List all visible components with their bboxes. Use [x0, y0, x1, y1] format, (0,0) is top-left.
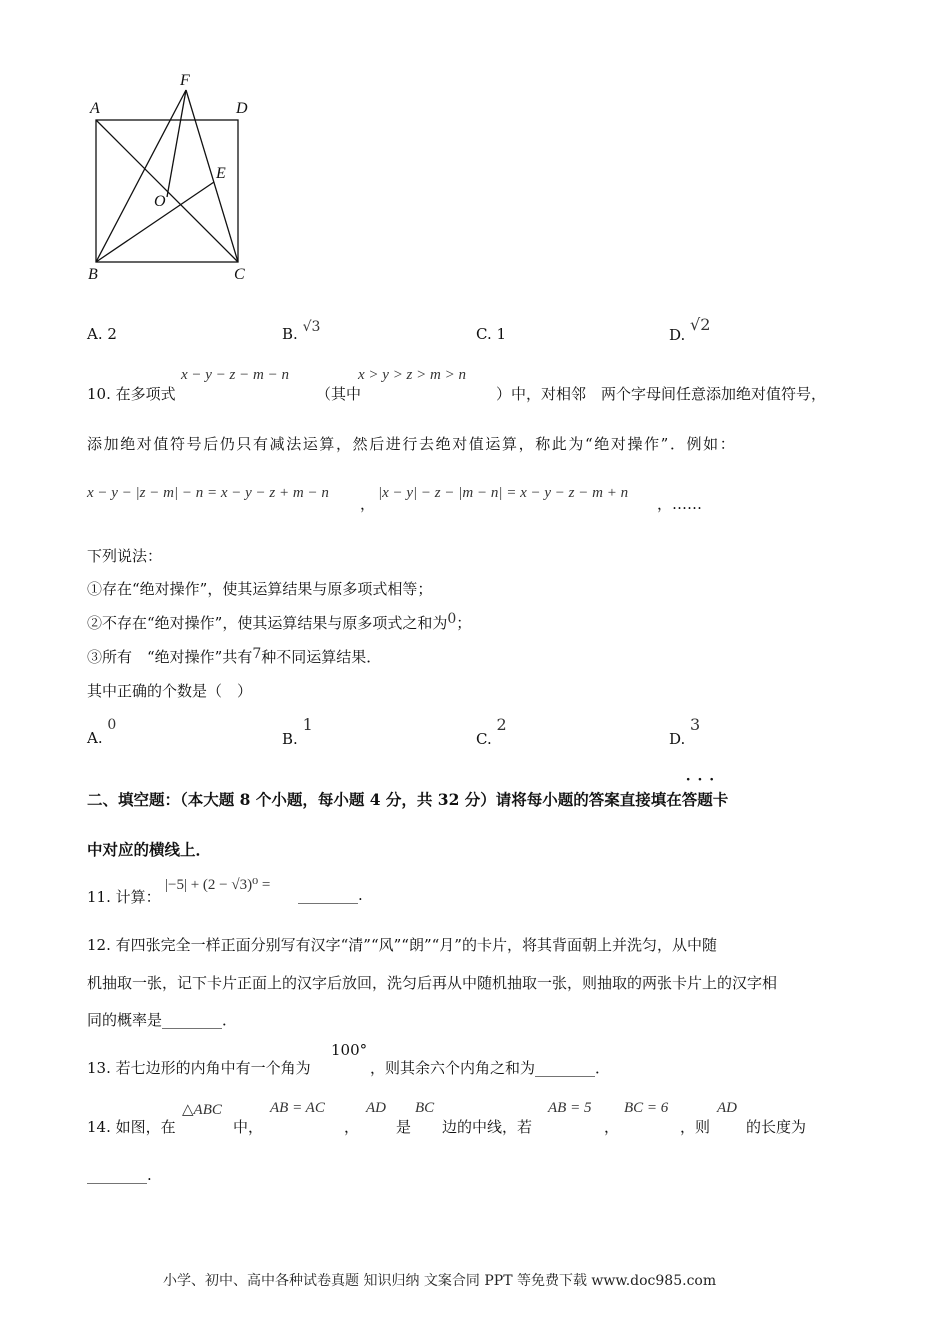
- q10-option-c[interactable]: [476, 715, 507, 748]
- q14-text-d: 是: [396, 1118, 412, 1136]
- q14-text-f: ，: [604, 1118, 620, 1136]
- q14-text-e: 边的中线，若: [442, 1118, 533, 1136]
- label-o: O: [154, 193, 166, 210]
- label-f: F: [180, 72, 190, 89]
- q10-tail: ）中，对相邻 两个字母间任意添加绝对值符号，: [496, 385, 827, 403]
- q10-option-d-label: D.: [669, 730, 686, 748]
- section-2-title: [87, 788, 728, 810]
- q10-option-d[interactable]: [669, 715, 701, 748]
- q10-option-b[interactable]: [282, 715, 313, 748]
- page-footer[interactable]: 小学、初中、高中各种试卷真题 知识归纳 文案合同 PPT 等免费下载 www.doc985.com: [163, 1273, 717, 1289]
- q10-condition: x > y > z > m > n: [358, 367, 466, 383]
- q9-option-c[interactable]: C. 1: [476, 325, 507, 343]
- q14-text-a: 14. 如图，在: [87, 1118, 176, 1136]
- q10-s3-text: ③所有 “绝对操作”共有: [87, 648, 253, 666]
- q10-option-c-label: C.: [476, 730, 492, 748]
- section-2-dotted-word: · · · 答题卡: [682, 788, 729, 810]
- q13-value: 100°: [331, 1041, 368, 1059]
- q10-s2-value: 0: [447, 611, 457, 627]
- q14-text-c: ，: [344, 1118, 360, 1136]
- q14-text-g: ，则: [680, 1118, 711, 1136]
- q10-intro: 下列说法：: [87, 547, 163, 565]
- q9-option-b[interactable]: [282, 319, 321, 343]
- q14-blank: ________.: [87, 1166, 152, 1184]
- q10-polynomial: x − y − z − m − n: [181, 367, 289, 383]
- q10-option-a[interactable]: [87, 717, 117, 747]
- q10-s3-end: 种不同运算结果．: [261, 648, 382, 666]
- q11-expression: |−5| + (2 − √3)⁰ =: [165, 877, 271, 893]
- q9-option-d[interactable]: [669, 315, 711, 344]
- geometry-figure: [80, 65, 270, 285]
- label-a: A: [90, 100, 100, 117]
- q10-s3-value: 7: [252, 646, 262, 662]
- section-2-title-line2: 中对应的横线上．: [87, 840, 212, 859]
- label-c: C: [234, 266, 245, 283]
- q10-paren-open: （其中: [316, 385, 362, 403]
- q9-option-d-value: √2: [690, 315, 711, 334]
- q14-bc-6: BC = 6: [624, 1100, 669, 1116]
- q10-option-d-value: 3: [690, 715, 701, 734]
- q10-sep: ，: [360, 495, 376, 513]
- q12-line3: 同的概率是________．: [87, 1011, 238, 1029]
- q10-line2: 添加绝对值符号后仍只有减法运算，然后进行去绝对值运算，称此为“绝对操作”．例如：: [87, 435, 737, 453]
- label-d: D: [236, 100, 248, 117]
- q11-text: 11. 计算：: [87, 888, 161, 906]
- q10-ask: 其中正确的个数是（ ）: [87, 682, 253, 700]
- q9-option-b-label: B.: [282, 325, 298, 343]
- q10-option-b-value: 1: [302, 715, 313, 734]
- q10-statement-2: [87, 612, 471, 633]
- q10-number: 10. 在多项式: [87, 385, 176, 403]
- label-b: B: [88, 266, 98, 283]
- q9-option-b-value: √3: [302, 319, 321, 335]
- q14-text-h: 的长度为: [746, 1118, 807, 1136]
- q10-option-b-label: B.: [282, 730, 298, 748]
- q10-option-a-label: A.: [87, 729, 103, 747]
- q14-ab-5: AB = 5: [548, 1100, 592, 1116]
- q10-s2-text: ②不存在“绝对操作”，使其运算结果与原多项式之和为: [87, 614, 448, 632]
- q12-line2: 机抽取一张，记下卡片正面上的汉字后放回，洗匀后再从中随机抽取一张，则抽取的两张卡片上的汉字相: [87, 974, 778, 992]
- q10-line1: [87, 383, 176, 404]
- q10-s2-end: ；: [456, 614, 472, 632]
- q10-statement-1: ①存在“绝对操作”，使其运算结果与原多项式相等；: [87, 580, 433, 598]
- q10-option-c-value: 2: [496, 715, 507, 734]
- q14-triangle: △ABC: [182, 1102, 222, 1118]
- q13-text-b: ，则其余六个内角之和为________．: [370, 1059, 611, 1077]
- line-fo: [167, 90, 186, 197]
- q14-ad-2: AD: [717, 1100, 737, 1116]
- q14-text-b: 中，: [233, 1118, 264, 1136]
- q9-option-d-label: D.: [669, 326, 686, 344]
- q11-blank: ________.: [298, 886, 363, 904]
- q9-option-a[interactable]: A. 2: [87, 325, 117, 343]
- q10-option-a-value: 0: [107, 717, 117, 733]
- q13-text-a: 13. 若七边形的内角中有一个角为: [87, 1059, 311, 1077]
- q10-example-1: x − y − |z − m| − n = x − y − z + m − n: [87, 485, 329, 501]
- q10-statement-3: [87, 646, 381, 667]
- q14-ad: AD: [366, 1100, 386, 1116]
- section-2-title-text: 二、填空题：（本大题 8 个小题，每小题 4 分，共 32 分）请将每小题的答案直接填在: [87, 790, 682, 809]
- q10-ellipsis: ，……: [657, 495, 703, 513]
- q12-line1: 12. 有四张完全一样正面分别写有汉字“清”“风”“朗”“月”的卡片，将其背面朝上并洗匀，从中随: [87, 936, 717, 954]
- label-e: E: [216, 165, 226, 182]
- q14-ab-eq-ac: AB = AC: [270, 1100, 325, 1116]
- q10-example-2: |x − y| − z − |m − n| = x − y − z − m + n: [378, 485, 629, 501]
- q14-bc: BC: [415, 1100, 435, 1116]
- line-fb: [96, 90, 186, 262]
